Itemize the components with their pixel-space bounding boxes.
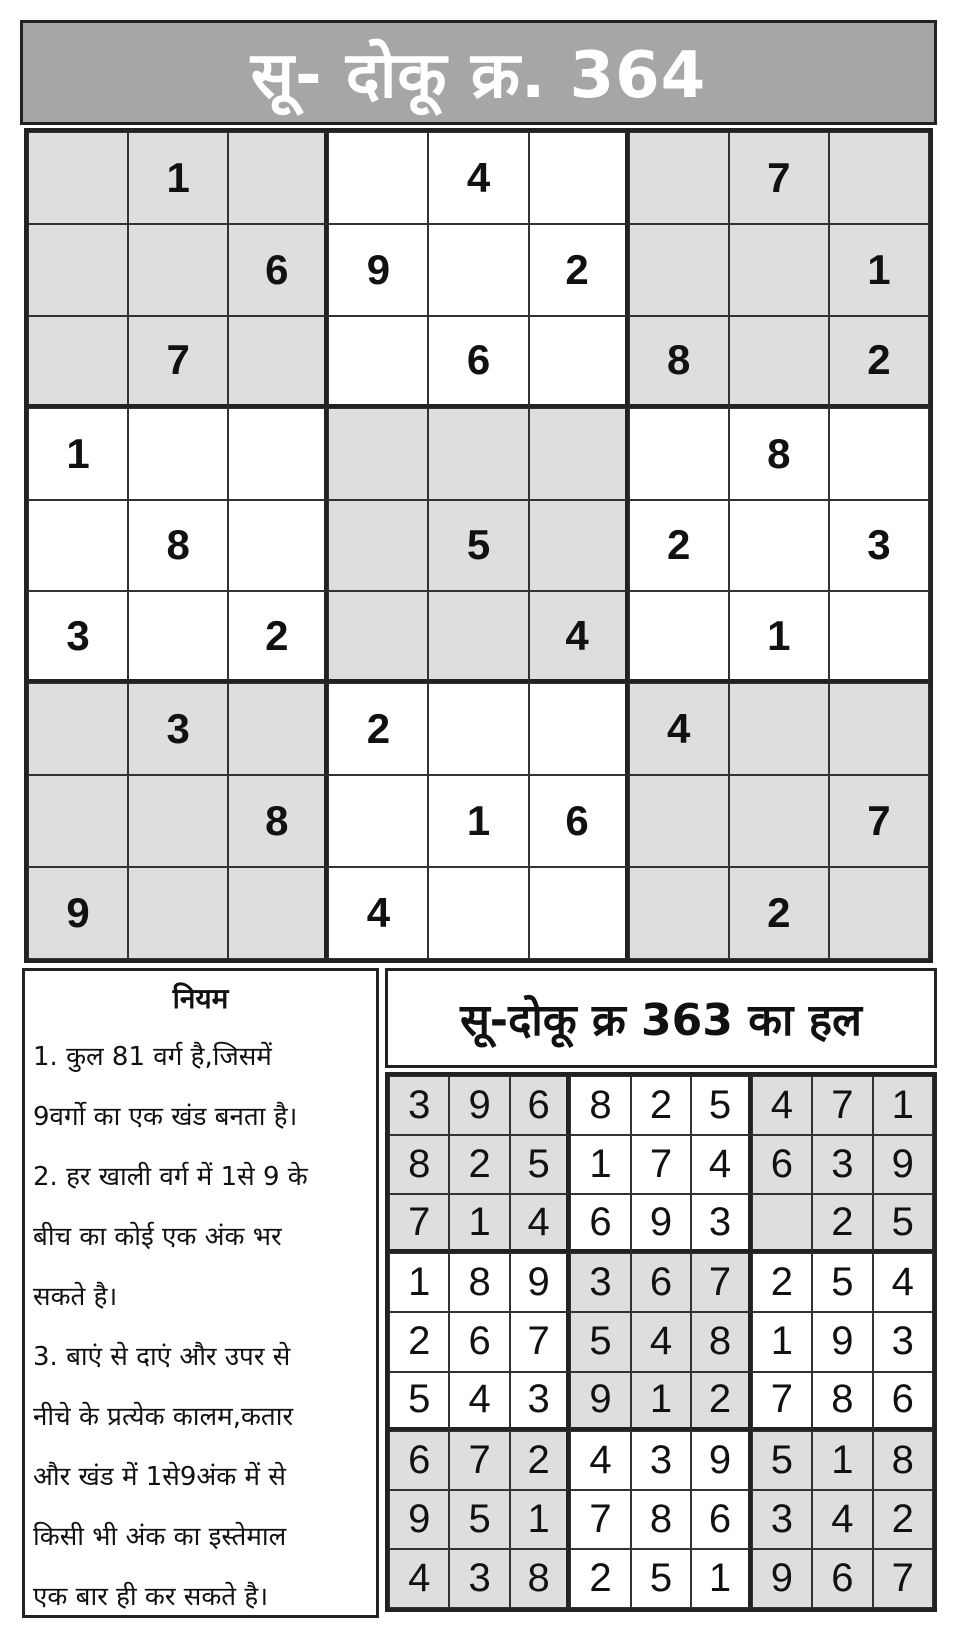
solution-cell-given-r2c1: 8 — [389, 1135, 449, 1194]
puzzle-cell-empty-r7c5[interactable] — [428, 683, 528, 775]
puzzle-cell-empty-r7c6[interactable] — [529, 683, 629, 775]
solution-cell-given-r8c5: 8 — [631, 1490, 691, 1549]
puzzle-cell-empty-r1c3[interactable] — [228, 132, 328, 224]
solution-cell-given-r8c1: 9 — [389, 1490, 449, 1549]
puzzle-cell-empty-r3c6[interactable] — [529, 316, 629, 408]
puzzle-cell-given-r5c9: 3 — [829, 500, 929, 592]
solution-cell-given-r1c7: 4 — [752, 1076, 812, 1135]
rules-line: किसी भी अंक का इस्तेमाल — [33, 1522, 287, 1552]
solution-cell-given-r1c9: 1 — [873, 1076, 933, 1135]
solution-cell-given-r5c9: 3 — [873, 1312, 933, 1371]
solution-cell-given-r3c1: 7 — [389, 1194, 449, 1253]
puzzle-cell-given-r3c7: 8 — [629, 316, 729, 408]
solution-cell-given-r9c4: 2 — [570, 1549, 630, 1608]
solution-cell-given-r5c8: 9 — [812, 1312, 872, 1371]
solution-cell-given-r3c6: 3 — [691, 1194, 751, 1253]
puzzle-cell-given-r6c6: 4 — [529, 591, 629, 683]
solution-cell-given-r8c6: 6 — [691, 1490, 751, 1549]
solution-cell-given-r6c7: 7 — [752, 1372, 812, 1431]
puzzle-cell-empty-r9c3[interactable] — [228, 867, 328, 959]
puzzle-cell-empty-r3c8[interactable] — [729, 316, 829, 408]
rules-heading: नियम — [172, 982, 229, 1015]
puzzle-cell-empty-r8c2[interactable] — [128, 775, 228, 867]
solution-cell-given-r5c7: 1 — [752, 1312, 812, 1371]
solution-cell-given-r4c9: 4 — [873, 1253, 933, 1312]
solution-cell-given-r9c5: 5 — [631, 1549, 691, 1608]
solution-cell-given-r7c8: 1 — [812, 1431, 872, 1490]
solution-cell-given-r3c9: 5 — [873, 1194, 933, 1253]
solution-cell-given-r3c5: 9 — [631, 1194, 691, 1253]
puzzle-cell-given-r2c6: 2 — [529, 224, 629, 316]
solution-cell-given-r9c1: 4 — [389, 1549, 449, 1608]
solution-cell-given-r9c9: 7 — [873, 1549, 933, 1608]
solution-cell-given-r8c9: 2 — [873, 1490, 933, 1549]
solution-cell-given-r4c6: 7 — [691, 1253, 751, 1312]
solution-cell-given-r7c3: 2 — [510, 1431, 570, 1490]
solution-cell-given-r3c3: 4 — [510, 1194, 570, 1253]
solution-cell-given-r6c5: 1 — [631, 1372, 691, 1431]
puzzle-cell-empty-r1c6[interactable] — [529, 132, 629, 224]
solution-cell-given-r2c6: 4 — [691, 1135, 751, 1194]
solution-cell-given-r1c3: 6 — [510, 1076, 570, 1135]
puzzle-cell-empty-r5c1[interactable] — [28, 500, 128, 592]
puzzle-cell-given-r2c9: 1 — [829, 224, 929, 316]
puzzle-cell-empty-r7c8[interactable] — [729, 683, 829, 775]
solution-cell-given-r4c1: 1 — [389, 1253, 449, 1312]
solution-cell-given-r6c9: 6 — [873, 1372, 933, 1431]
solution-cell-given-r4c3: 9 — [510, 1253, 570, 1312]
puzzle-cell-empty-r6c5[interactable] — [428, 591, 528, 683]
puzzle-cell-empty-r7c3[interactable] — [228, 683, 328, 775]
puzzle-title: सू- दोकू क्र. 364 — [250, 39, 707, 113]
solution-cell-given-r6c6: 2 — [691, 1372, 751, 1431]
rules-line: और खंड में 1से9अंक में से — [33, 1462, 286, 1492]
puzzle-cell-given-r6c3: 2 — [228, 591, 328, 683]
solution-cell-given-r5c2: 6 — [449, 1312, 509, 1371]
puzzle-cell-empty-r8c8[interactable] — [729, 775, 829, 867]
puzzle-cell-empty-r4c7[interactable] — [629, 408, 729, 500]
rules-line: एक बार ही कर सकते है। — [33, 1582, 269, 1612]
puzzle-cell-given-r1c5: 4 — [428, 132, 528, 224]
puzzle-cell-empty-r3c3[interactable] — [228, 316, 328, 408]
puzzle-cell-given-r4c8: 8 — [729, 408, 829, 500]
solution-cell-given-r7c7: 5 — [752, 1431, 812, 1490]
puzzle-cell-given-r3c9: 2 — [829, 316, 929, 408]
puzzle-cell-empty-r1c7[interactable] — [629, 132, 729, 224]
solution-cell-given-r1c2: 9 — [449, 1076, 509, 1135]
solution-cell-given-r9c8: 6 — [812, 1549, 872, 1608]
puzzle-cell-empty-r6c7[interactable] — [629, 591, 729, 683]
puzzle-cell-empty-r7c1[interactable] — [28, 683, 128, 775]
puzzle-cell-empty-r4c6[interactable] — [529, 408, 629, 500]
solution-cell-given-r1c8: 7 — [812, 1076, 872, 1135]
solution-cell-given-r5c4: 5 — [570, 1312, 630, 1371]
solution-cell-given-r7c9: 8 — [873, 1431, 933, 1490]
puzzle-cell-empty-r5c3[interactable] — [228, 500, 328, 592]
solution-cell-given-r2c8: 3 — [812, 1135, 872, 1194]
rules-line: 3. बाएं से दाएं और उपर से — [33, 1342, 291, 1372]
puzzle-cell-empty-r1c4[interactable] — [328, 132, 428, 224]
puzzle-cell-empty-r9c2[interactable] — [128, 867, 228, 959]
solution-cell-given-r7c5: 3 — [631, 1431, 691, 1490]
puzzle-cell-given-r6c1: 3 — [28, 591, 128, 683]
puzzle-cell-empty-r4c2[interactable] — [128, 408, 228, 500]
solution-cell-given-r8c7: 3 — [752, 1490, 812, 1549]
puzzle-cell-empty-r2c1[interactable] — [28, 224, 128, 316]
solution-cell-given-r5c6: 8 — [691, 1312, 751, 1371]
puzzle-cell-empty-r3c1[interactable] — [28, 316, 128, 408]
puzzle-cell-empty-r5c8[interactable] — [729, 500, 829, 592]
puzzle-cell-given-r1c8: 7 — [729, 132, 829, 224]
puzzle-cell-empty-r6c9[interactable] — [829, 591, 929, 683]
solution-cell-given-r6c2: 4 — [449, 1372, 509, 1431]
puzzle-cell-given-r1c2: 1 — [128, 132, 228, 224]
puzzle-cell-empty-r5c4[interactable] — [328, 500, 428, 592]
rules-line: 9वर्गो का एक खंड बनता है। — [33, 1102, 298, 1132]
solution-grid — [385, 1072, 937, 1612]
solution-cell-given-r3c8: 2 — [812, 1194, 872, 1253]
solution-cell-given-r2c4: 1 — [570, 1135, 630, 1194]
solution-cell-given-r1c4: 8 — [570, 1076, 630, 1135]
solution-cell-given-r7c1: 6 — [389, 1431, 449, 1490]
solution-cell-given-r1c1: 3 — [389, 1076, 449, 1135]
rules-line: बीच का कोई एक अंक भर — [33, 1222, 282, 1252]
puzzle-cell-empty-r4c9[interactable] — [829, 408, 929, 500]
puzzle-cell-empty-r5c6[interactable] — [529, 500, 629, 592]
puzzle-cell-empty-r2c7[interactable] — [629, 224, 729, 316]
puzzle-cell-given-r8c5: 1 — [428, 775, 528, 867]
puzzle-cell-empty-r9c9[interactable] — [829, 867, 929, 959]
puzzle-cell-given-r7c4: 2 — [328, 683, 428, 775]
puzzle-cell-given-r5c2: 8 — [128, 500, 228, 592]
solution-cell-given-r6c4: 9 — [570, 1372, 630, 1431]
solution-cell-given-r9c2: 3 — [449, 1549, 509, 1608]
solution-cell-given-r7c6: 9 — [691, 1431, 751, 1490]
puzzle-cell-empty-r8c4[interactable] — [328, 775, 428, 867]
puzzle-cell-given-r7c2: 3 — [128, 683, 228, 775]
solution-cell-given-r6c3: 3 — [510, 1372, 570, 1431]
puzzle-cell-given-r2c4: 9 — [328, 224, 428, 316]
rules-line: 2. हर खाली वर्ग में 1से 9 के — [33, 1162, 308, 1192]
puzzle-cell-given-r4c1: 1 — [28, 408, 128, 500]
puzzle-cell-empty-r4c5[interactable] — [428, 408, 528, 500]
puzzle-cell-empty-r4c4[interactable] — [328, 408, 428, 500]
puzzle-cell-given-r8c6: 6 — [529, 775, 629, 867]
puzzle-cell-given-r7c7: 4 — [629, 683, 729, 775]
solution-cell-given-r2c7: 6 — [752, 1135, 812, 1194]
puzzle-cell-empty-r8c1[interactable] — [28, 775, 128, 867]
solution-cell-given-r8c8: 4 — [812, 1490, 872, 1549]
solution-cell-given-r3c2: 1 — [449, 1194, 509, 1253]
sudoku-grid — [24, 128, 933, 963]
solution-cell-given-r2c3: 5 — [510, 1135, 570, 1194]
puzzle-cell-empty-r2c2[interactable] — [128, 224, 228, 316]
solution-cell-given-r2c5: 7 — [631, 1135, 691, 1194]
puzzle-cell-empty-r9c5[interactable] — [428, 867, 528, 959]
solution-cell-given-r9c6: 1 — [691, 1549, 751, 1608]
puzzle-cell-empty-r9c6[interactable] — [529, 867, 629, 959]
puzzle-cell-empty-r2c8[interactable] — [729, 224, 829, 316]
solution-cell-given-r4c7: 2 — [752, 1253, 812, 1312]
puzzle-cell-empty-r6c2[interactable] — [128, 591, 228, 683]
puzzle-cell-given-r9c4: 4 — [328, 867, 428, 959]
puzzle-cell-given-r3c2: 7 — [128, 316, 228, 408]
solution-cell-given-r4c8: 5 — [812, 1253, 872, 1312]
solution-cell-given-r9c7: 9 — [752, 1549, 812, 1608]
puzzle-cell-empty-r2c5[interactable] — [428, 224, 528, 316]
puzzle-cell-given-r9c1: 9 — [28, 867, 128, 959]
puzzle-title-bar — [20, 20, 937, 125]
puzzle-cell-given-r3c5: 6 — [428, 316, 528, 408]
solution-cell-given-r3c4: 6 — [570, 1194, 630, 1253]
puzzle-cell-empty-r3c4[interactable] — [328, 316, 428, 408]
rules-line: नीचे के प्रत्येक कालम,कतार — [33, 1402, 294, 1432]
solution-cell-given-r9c3: 8 — [510, 1549, 570, 1608]
puzzle-cell-given-r5c5: 5 — [428, 500, 528, 592]
puzzle-cell-empty-r9c7[interactable] — [629, 867, 729, 959]
solution-cell-given-r4c4: 3 — [570, 1253, 630, 1312]
solution-cell-given-r5c5: 4 — [631, 1312, 691, 1371]
solution-cell-given-r2c9: 9 — [873, 1135, 933, 1194]
solution-cell-given-r4c2: 8 — [449, 1253, 509, 1312]
puzzle-cell-given-r6c8: 1 — [729, 591, 829, 683]
puzzle-cell-empty-r1c9[interactable] — [829, 132, 929, 224]
solution-cell-given-r5c3: 7 — [510, 1312, 570, 1371]
puzzle-cell-given-r5c7: 2 — [629, 500, 729, 592]
solution-cell-given-r7c2: 7 — [449, 1431, 509, 1490]
solution-cell-given-r7c4: 4 — [570, 1431, 630, 1490]
solution-cell-given-r8c4: 7 — [570, 1490, 630, 1549]
solution-cell-given-r6c1: 5 — [389, 1372, 449, 1431]
puzzle-cell-given-r8c3: 8 — [228, 775, 328, 867]
solution-cell-given-r2c2: 2 — [449, 1135, 509, 1194]
puzzle-cell-empty-r1c1[interactable] — [28, 132, 128, 224]
puzzle-cell-empty-r6c4[interactable] — [328, 591, 428, 683]
puzzle-cell-empty-r8c7[interactable] — [629, 775, 729, 867]
puzzle-cell-empty-r7c9[interactable] — [829, 683, 929, 775]
solution-cell-given-r1c5: 2 — [631, 1076, 691, 1135]
solution-cell-given-r1c6: 5 — [691, 1076, 751, 1135]
solution-cell-given-r4c5: 6 — [631, 1253, 691, 1312]
rules-line: 1. कुल 81 वर्ग है,जिसमें — [33, 1042, 272, 1072]
solution-cell-given-r8c2: 5 — [449, 1490, 509, 1549]
rules-panel — [22, 968, 379, 1618]
solution-cell-given-r5c1: 2 — [389, 1312, 449, 1371]
solution-cell-empty-r3c7 — [752, 1194, 812, 1253]
puzzle-cell-given-r2c3: 6 — [228, 224, 328, 316]
puzzle-cell-given-r8c9: 7 — [829, 775, 929, 867]
rules-line: सकते है। — [33, 1282, 118, 1312]
solution-cell-given-r8c3: 1 — [510, 1490, 570, 1549]
solution-title: सू-दोकू क्र 363 का हल — [385, 968, 937, 1068]
solution-cell-given-r6c8: 8 — [812, 1372, 872, 1431]
puzzle-cell-given-r9c8: 2 — [729, 867, 829, 959]
puzzle-cell-empty-r4c3[interactable] — [228, 408, 328, 500]
